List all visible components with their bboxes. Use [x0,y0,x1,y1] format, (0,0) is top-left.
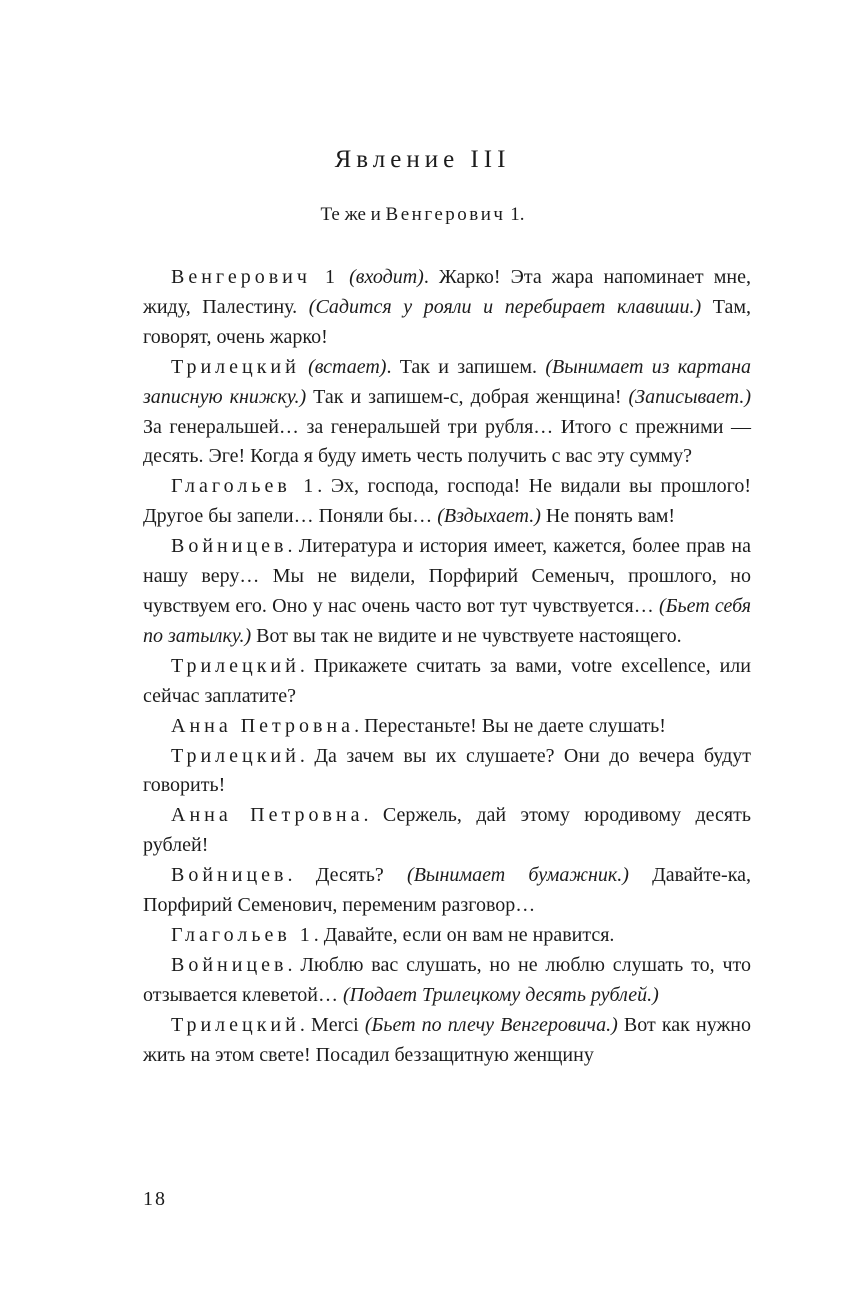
speech-text: . Merci [299,1013,365,1036]
speech-text: . Литература и история имеет, кажется, более прав на нашу веру… Мы не видели, Порфирий Семеныч, прошлого, но чувствуем его. Оно у нас очень часто вот тут чувствуется… [143,535,751,617]
speech-text [300,356,308,378]
scene-persons [0,204,845,226]
dialogue-paragraph [143,353,751,473]
speaker-name: Трилецкий [171,355,300,378]
speaker-name: Войницев [171,535,288,558]
dialogue-paragraph [143,861,751,921]
speaker-name: Войницев [171,953,288,976]
scene-persons-name: Венгерович [385,204,506,225]
speaker-name: Венгерович 1 [171,266,340,288]
dialogue-paragraph [143,951,751,1011]
scene-title: Явление III [334,146,511,173]
speech-text: Вот как нужно жить на этом свете! Посадил беззащитную женщину [143,1013,751,1066]
speech-text: Не понять вам! [540,505,676,528]
dialogue-paragraph [143,1011,751,1071]
stage-direction: (Записывает.) [628,385,752,408]
stage-direction: (Бьет по плечу Венгеровича.) [364,1013,618,1036]
speech-text: За генеральшей… за генеральшей три рубля… Итого с прежними — десять. Эге! Когда я буду иметь честь получить с вас эту сумму? [143,415,751,468]
dialogue-paragraph [143,652,751,712]
speaker-name: Анна Петровна [171,804,364,827]
speech-text: Давайте-ка, Порфирий Семенович, переменим разговор… [143,864,751,917]
speaker-name: Трилецкий [171,1013,300,1036]
stage-direction: (Бьет себя по затылку.) [143,594,751,647]
speaker-name: Глагольев 1 [171,923,314,946]
speech-text: Там, говорят, очень жарко! [143,295,751,348]
speech-text: . Люблю вас слушать, но не люблю слушать то, что отзывается клеветой… [143,953,751,1006]
page-number: 18 [143,1188,167,1210]
stage-direction: (Вынимает из карmана записную книжку.) [143,355,751,408]
stage-direction: (Вынимает бумажник.) [407,864,629,887]
dialogue-paragraph [143,712,751,742]
stage-direction: (встает) [308,355,387,378]
dialogue-paragraph [143,921,751,951]
speaker-name: Анна Петровна [171,714,355,737]
speech-text [339,266,349,288]
speech-text: . Жарко! Эта жара напоминает мне, жиду, Палестину. [143,266,751,318]
speech-text: . Эх, господа, господа! Не видали вы прошлого! Другое бы запели… Поняли бы… [143,475,751,528]
speech-text: . Перестаньте! Вы не даете слушать! [354,714,666,737]
speaker-name: Трилецкий [171,744,300,767]
speech-text: . Давайте, если он вам не нравится. [313,923,615,946]
speech-text: . Сержель, дай этому юродивому десять рублей! [143,804,751,857]
speaker-name: Трилецкий [171,654,300,677]
dialogue-paragraph [143,532,751,652]
speaker-name: Глагольев 1 [171,475,318,498]
stage-direction: (Садится у рояли и перебирает клавиши.) [308,295,702,318]
speech-text: . Десять? [287,864,408,887]
stage-direction: (Подает Трилецкому десять рублей.) [343,983,659,1006]
speech-text: . Прикажете считать за вами, votre excellence, или сейчас заплатите? [143,654,751,707]
dialogue-paragraph [143,742,751,802]
scene-persons-suffix: 1. [505,204,525,225]
speech-text: Вот вы так не видите и не чувствуете настоящего. [251,624,682,647]
dialogue-paragraph [143,472,751,532]
dialogue-body [143,263,751,1070]
stage-direction: (входит) [349,266,424,288]
stage-direction: (Вздыхает.) [437,505,541,528]
dialogue-paragraph [143,801,751,861]
speech-text: Так и запишем-с, добрая женщина! [306,385,629,408]
dialogue-paragraph [143,263,751,353]
scene-persons-prefix: Те же и [320,204,386,225]
speech-text: . Так и запишем. [386,355,546,378]
speaker-name: Войницев [171,864,288,887]
speech-text: . Да зачем вы их слушаете? Они до вечера будут говорить! [143,744,751,797]
